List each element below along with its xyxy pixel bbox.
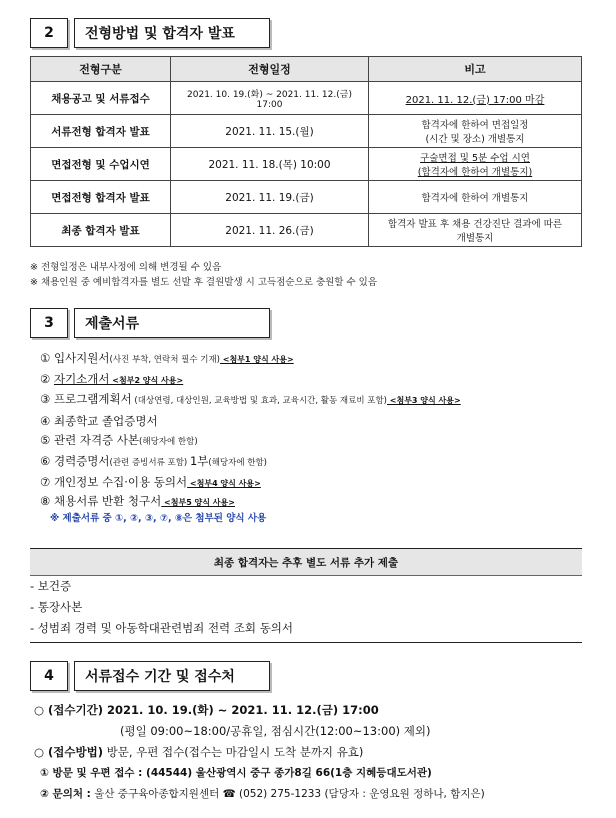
note-cell (369, 148, 582, 181)
date-cell: 2021. 11. 15.(월) (171, 115, 369, 148)
table-row (31, 82, 582, 115)
section-number: 3 (30, 308, 68, 338)
section-title: 제출서류 (74, 308, 270, 338)
list-item: ① 입사지원서(사진 부착, 연락처 필수 기재) <첨부1 양식 사용> (40, 351, 294, 365)
list-item: ⑧ 채용서류 반환 청구서 <첨부5 양식 사용> (40, 494, 235, 509)
section-2-header (30, 18, 270, 48)
list-item: ⑤ 관련 자격증 사본(해당자에 한함) (40, 432, 198, 447)
date-cell: 2021. 10. 19.(화) ~ 2021. 11. 12.(금) 17:00 (171, 82, 369, 115)
schedule-note: ※ 채용인원 중 예비합격자를 별도 선발 후 결원발생 시 고득점순으로 충원할 수 있음 (30, 277, 378, 288)
stage-cell: 채용공고 및 서류접수 (31, 82, 171, 115)
col-header: 전형일정 (171, 57, 369, 82)
stage-cell: 서류전형 합격자 발표 (31, 115, 171, 148)
schedule-table (30, 56, 582, 247)
schedule-note: ※ 전형일정은 내부사정에 의해 변경될 수 있음 (30, 262, 222, 273)
documents-note: ※ 제출서류 중 ①, ②, ③, ⑦, ⑧은 첨부된 양식 사용 (50, 513, 267, 525)
list-item: - 보건증 (30, 579, 72, 593)
table-row (31, 181, 582, 214)
note-line: 합격자 발표 후 채용 건강진단 결과에 따른 (387, 219, 563, 230)
col-header: 비고 (369, 57, 582, 82)
contact-info: ② 문의처 : 울산 중구육아종합지원센터 ☎ (052) 275-1233 (담당자 : 운영요원 정하나, 함지은) (40, 788, 485, 800)
section-3-header (30, 308, 270, 338)
application-info (34, 700, 485, 805)
list-item: - 통장사본 (30, 600, 83, 614)
note-cell (369, 82, 582, 115)
table-row (31, 115, 582, 148)
visit-mail-address: ① 방문 및 우편 접수 : (44544) 울산광역시 중구 종가8길 66(1층 지혜등대도서관) (40, 767, 432, 779)
table-row (31, 148, 582, 181)
note-cell: 합격자에 한하여 개별통지 (369, 181, 582, 214)
list-item: ④ 최종학교 졸업증명서 (40, 413, 158, 428)
note-line: 합격자에 한하여 면접일정 (421, 120, 529, 131)
stage-cell: 면접전형 합격자 발표 (31, 181, 171, 214)
stage-cell: 최종 합격자 발표 (31, 214, 171, 247)
section-4-header (30, 661, 270, 691)
list-item: ② 자기소개서 <첨부2 양식 사용> (40, 372, 184, 387)
date-cell: 2021. 11. 19.(금) (171, 181, 369, 214)
list-item: - 성범죄 경력 및 아동학대관련범죄 전력 조회 동의서 (30, 621, 294, 635)
note-line: 2021. 11. 12.(금) 17:00 마감 (405, 94, 545, 106)
final-docs-header: 최종 합격자는 추후 별도 서류 추가 제출 (30, 548, 582, 576)
note-line: 구술면접 및 5분 수업 시연 (420, 153, 530, 164)
table-row (31, 214, 582, 247)
application-period: ○ (접수기간) 2021. 10. 19.(화) ~ 2021. 11. 12.(금) 17:00 (34, 703, 379, 717)
col-header: 전형구분 (31, 57, 171, 82)
note-cell (369, 115, 582, 148)
application-method: ○ (접수방법) 방문, 우편 접수(접수는 마감일시 도착 분까지 유효) (34, 745, 364, 759)
table-header-row (31, 57, 582, 82)
note-line: (시간 및 장소) 개별통지 (425, 134, 525, 145)
date-cell: 2021. 11. 18.(목) 10:00 (171, 148, 369, 181)
list-item: ⑦ 개인정보 수집·이용 동의서 <첨부4 양식 사용> (40, 475, 261, 490)
documents-list (40, 349, 461, 527)
date-cell: 2021. 11. 26.(금) (171, 214, 369, 247)
note-cell (369, 214, 582, 247)
note-line: (합격자에 한하여 개별통지) (417, 167, 533, 178)
stage-cell: 면접전형 및 수업시연 (31, 148, 171, 181)
final-docs-list (30, 576, 582, 643)
application-period-detail: (평일 09:00~18:00/공휴일, 점심시간(12:00~13:00) 제외) (120, 724, 431, 738)
section-title: 서류접수 기간 및 접수처 (74, 661, 270, 691)
list-item: ⑥ 경력증명서(관련 증빙서류 포함) 1부(해당자에 한함) (40, 454, 267, 469)
note-line: 개별통지 (456, 233, 494, 244)
section-number: 2 (30, 18, 68, 48)
list-item: ③ 프로그램계획서 (대상연령, 대상인원, 교육방법 및 효과, 교육시간, 활동 재료비 포함) <첨부3 양식 사용> (40, 392, 461, 407)
section-number: 4 (30, 661, 68, 691)
section-title: 전형방법 및 합격자 발표 (74, 18, 270, 48)
